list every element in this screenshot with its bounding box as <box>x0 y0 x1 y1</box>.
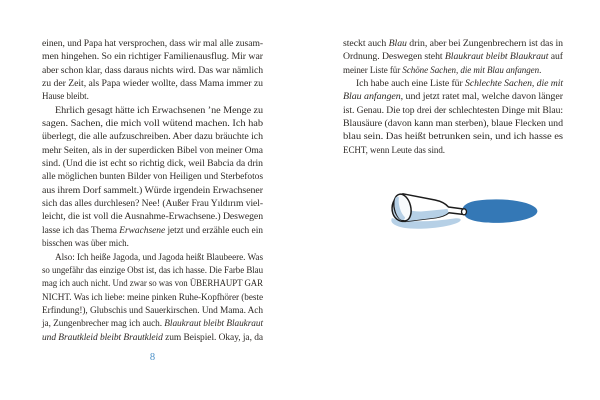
text-line: blau sein. Das heißt betrunken sein, und ich hasse es <box>343 131 563 142</box>
text-line: ist. Genau. Die top drei der schlechtesten Dinge mit Blau: <box>343 104 563 115</box>
text-line: Also: Ich heiße Jagoda, und Jagoda heißt Blaubeere. Was <box>55 251 263 262</box>
text-line: Ehrlich gesagt hätte ich Erwachsenen ’ne Menge zu <box>55 104 263 115</box>
text-line: Blau anfangen, und jetzt ratet mal, welche davon länger <box>343 91 563 102</box>
text-line: meiner Liste für Schöne Sachen, die mit Blau anfangen. <box>343 64 542 75</box>
text-line: sagen. Sachen, die mich voll wütend machen. Ich hab <box>42 118 263 129</box>
text-line: sich das alles durchlesen? Nee! (Außer Frau Yıldırım viel- <box>42 198 263 209</box>
text-line: Hause bleibt. <box>42 91 89 102</box>
text-line: bisschen was über mich. <box>42 238 129 249</box>
text-line: aus ihrem Dorf sammelt.) Würde irgendein Erwachsener <box>42 184 263 195</box>
ink-puddle-shape <box>463 199 538 223</box>
text-line: ja, Zungenbrecher mag ich auch. Blaukraut bleibt Blaukraut <box>42 318 263 329</box>
text-line: leicht, die ist voll die Ausnahme-Erwachsene.) Deswegen <box>42 211 263 222</box>
text-line: alle möglichen bunten Bilder von Heiligen und Sterbefotos <box>42 171 263 182</box>
text-line: Erfindung!), Glubschis und Sauerkirschen. Und Mama. Ach <box>42 304 263 315</box>
text-line: mehr Seiten, als in der superdicken Bibel von meiner Oma <box>42 144 263 155</box>
text-line: Ordnung. Deswegen steht Blaukraut bleibt Blaukraut auf <box>343 51 563 62</box>
text-line: einen, und Papa hat versprochen, dass wir mal alle zusam- <box>42 38 263 48</box>
text-line: aber schon klar, dass daraus nichts wird. Das war nämlich <box>42 64 263 75</box>
text-line: sind. (Und die ist echt so richtig dick, weil Babcia da drin <box>42 158 263 169</box>
page-number: 8 <box>149 352 156 363</box>
text-line: zu der Zeit, als Papa wieder wollte, dass Mama immer zu <box>42 78 263 89</box>
bottle-mouth <box>462 209 467 215</box>
text-line: Blausäure (davon kann man sterben), blaue Flecken und <box>343 118 563 129</box>
text-line: überlegt, die alle aufzuschreiben. Aber dazu bräuchte ich <box>42 131 263 142</box>
text-line: so ungefähr das einzige Obst ist, das ich hasse. Die Farbe Blau <box>42 264 263 275</box>
text-line: lasse ich das Thema Erwachsene jetzt und erzähle euch ein <box>42 224 263 235</box>
text-line: men hingehen. So ein richtiger Familienausflug. Mir war <box>42 51 263 62</box>
text-line: und Brautkleid bleibt Brautkleid zum Beispiel. Okay, ja, da <box>42 331 263 342</box>
spilled-ink-bottle-illustration <box>386 186 540 240</box>
text-line: Ich habe auch eine Liste für Schlechte Sachen, die mit <box>356 78 563 89</box>
text-line: steckt auch Blau drin, aber bei Zungenbrechern ist das in <box>343 38 563 48</box>
text-line: mag ich auch nicht. Und zwar so was von ÜBERHAUPT GAR <box>42 278 263 289</box>
text-line: NICHT. Was ich liebe: meine pinken Ruhe-Kopfhörer (beste <box>42 291 263 302</box>
text-line: ECHT, wenn Leute das sind. <box>343 144 446 155</box>
right-page-text <box>343 37 563 157</box>
left-page-text <box>42 37 263 344</box>
